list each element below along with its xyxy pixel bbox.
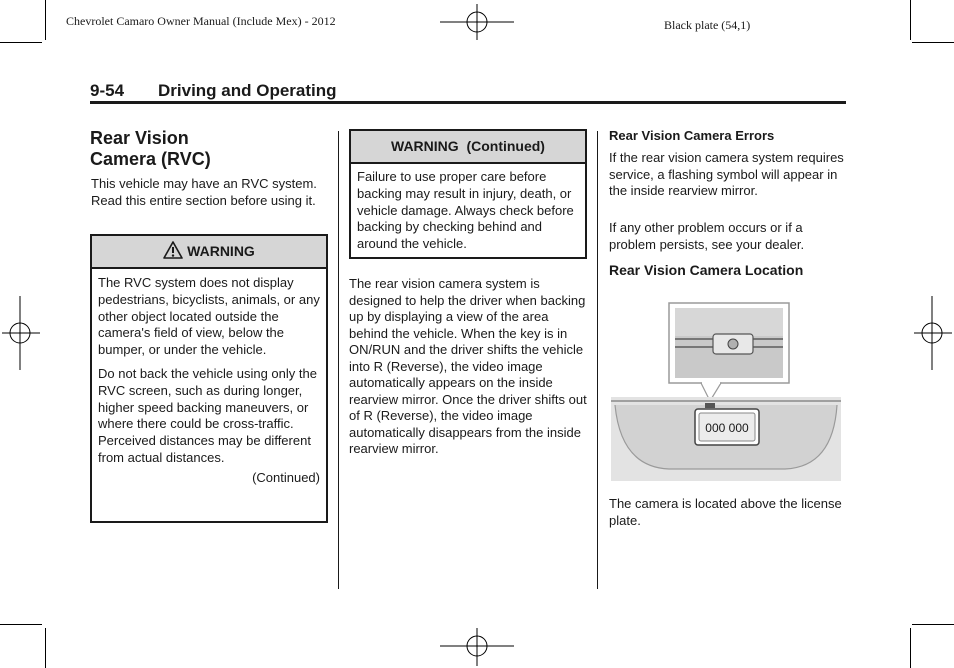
crop-mark (910, 628, 911, 668)
figure-caption: The camera is located above the license plate. (609, 496, 842, 528)
errors-paragraph: If any other problem occurs or if a problem persists, see your dealer. (609, 220, 805, 252)
crop-mark (912, 624, 954, 625)
registration-mark-icon (2, 296, 40, 370)
camera-location-illustration (609, 301, 843, 483)
warning-label: WARNING (187, 243, 255, 259)
warning-paragraph: The RVC system does not display pedestrians, bicyclists, animals, or any other object located outside the camera's field of view, below the bumper, or under the vehicle. (98, 275, 320, 358)
crop-mark (45, 0, 46, 40)
errors-paragraph: If the rear vision camera system requires service, a flashing symbol will appear in the inside rearview mirror. (609, 150, 844, 198)
warning-triangle-icon (163, 241, 183, 259)
manual-title: Chevrolet Camaro Owner Manual (Include Mex) - 2012 (66, 14, 336, 28)
location-heading: Rear Vision Camera Location (609, 262, 804, 278)
continued-label: (Continued) (252, 469, 320, 485)
section-header (90, 81, 846, 101)
page-number: 9-54 (90, 81, 125, 100)
warning-header (92, 236, 326, 269)
section-title: Driving and Operating (158, 81, 337, 100)
crop-mark (912, 42, 954, 43)
registration-mark-icon (440, 628, 514, 666)
warning-paragraph: Do not back the vehicle using only the RVC screen, such as during longer, higher speed backing maneuvers, or where there could be cross-traffic. Perceived distances may be different from actual distances. (98, 365, 317, 465)
crop-mark (0, 42, 42, 43)
section-rule (90, 101, 846, 104)
page-title (90, 128, 211, 170)
title-line: Rear Vision (90, 128, 189, 148)
registration-mark-icon (914, 296, 952, 370)
column-divider (597, 131, 598, 589)
intro-paragraph: This vehicle may have an RVC system. Read this entire section before using it. (91, 176, 317, 208)
crop-mark (910, 0, 911, 40)
errors-heading: Rear Vision Camera Errors (609, 128, 775, 143)
warning-body (92, 269, 326, 487)
registration-mark-icon (440, 4, 514, 40)
plate-label: Black plate (54,1) (664, 18, 751, 32)
warning-continued-text: Failure to use proper care before backing may result in injury, death, or vehicle damage. Always check before backing by checking behind and around the vehicle. (357, 169, 574, 252)
warning-continued-box (349, 129, 587, 259)
crop-mark (45, 628, 46, 668)
title-line: Camera (RVC) (90, 149, 211, 169)
crop-mark (0, 624, 42, 625)
body-paragraph: The rear vision camera system is designed to help the driver when backing up by displaying a view of the area behind the vehicle. When the key is in ON/RUN and the driver shifts the vehicle into R (Reverse), the video image automatically appears on the inside rearview mirror. Once the driver shifts out of R (Reverse), the video image automatically disappears from the inside rearview mirror. (349, 276, 587, 456)
license-plate-text: 000 000 (705, 421, 749, 435)
camera-icon (713, 334, 753, 354)
warning-box (90, 234, 328, 523)
column-divider (338, 131, 339, 589)
warning-continued-header: WARNING (Continued) (351, 131, 585, 164)
